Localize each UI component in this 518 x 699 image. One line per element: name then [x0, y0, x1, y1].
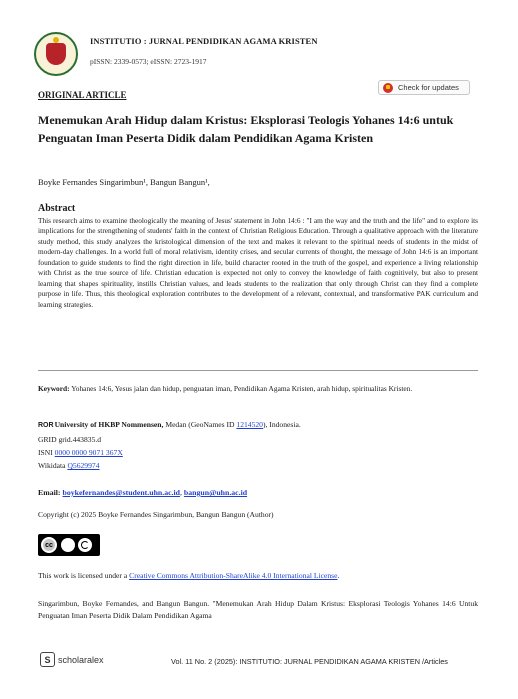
- article-title: Menemukan Arah Hidup dalam Kristus: Eksplorasi Teologis Yohanes 14:6 untuk Penguatan Iman Peserta Didik dalam Pendidikan Agama Kristen: [38, 113, 454, 145]
- copyright: Copyright (c) 2025 Boyke Fernandes Singarimbun, Bangun Bangun (Author): [38, 510, 274, 519]
- wikidata-label: Wikidata: [38, 461, 66, 470]
- email-link-2[interactable]: bangun@uhn.ac.id: [183, 488, 248, 497]
- email-link-1[interactable]: boykefernandes@student.uhn.ac.id: [62, 488, 181, 497]
- abstract-heading: Abstract: [38, 203, 76, 214]
- geonames-link[interactable]: 1214520: [236, 420, 263, 429]
- keywords-label: Keyword:: [38, 384, 70, 393]
- divider: [38, 370, 478, 371]
- attribution-icon: [61, 538, 75, 552]
- isni-label: ISNI: [38, 448, 53, 457]
- email-line: [38, 488, 247, 497]
- article-authors: Boyke Fernandes Singarimbun¹, Bangun Bangun¹,: [38, 177, 210, 187]
- email-label: Email:: [38, 488, 61, 497]
- keywords-text: Yohanes 14:6, Yesus jalan dan hidup, penguatan iman, Pendidikan Agama Kristen, arah hidup, spiritualitas Kristen.: [71, 384, 413, 393]
- scholaralex-brand: scholaralex: [58, 654, 104, 665]
- footer-text: Vol. 11 No. 2 (2025): INSTITUTIO: JURNAL PENDIDIKAN AGAMA KRISTEN /Articles: [171, 657, 448, 666]
- scholaralex-logo: [40, 652, 104, 667]
- affiliation-line: [38, 420, 301, 429]
- license-prefix: This work is licensed under a: [38, 571, 128, 580]
- crossmark-icon: [383, 83, 393, 93]
- affiliation-place-prefix: Medan (GeoNames ID: [165, 420, 235, 429]
- isni-link[interactable]: 0000 0000 9071 367X: [54, 448, 123, 457]
- license-link[interactable]: Creative Commons Attribution-ShareAlike 4.0 International License: [129, 571, 338, 580]
- scholaralex-icon: S: [40, 652, 55, 667]
- wikidata-link[interactable]: Q5629974: [67, 461, 100, 470]
- email-separator: ,: [180, 488, 182, 497]
- cc-icon: cc: [41, 537, 57, 553]
- cc-by-sa-badge[interactable]: [38, 534, 100, 556]
- share-alike-icon: [78, 538, 92, 552]
- ror-icon: ROR: [38, 422, 54, 429]
- journal-issn: pISSN: 2339-0573; eISSN: 2723-1917: [90, 57, 207, 66]
- grid-id: GRID grid.443835.d: [38, 435, 102, 444]
- keywords: [38, 384, 478, 395]
- citation: Singarimbun, Boyke Fernandes, and Bangun Bangun. "Menemukan Arah Hidup Dalam Kristus: Eksplorasi Teologis Yohanes 14:6 Untuk Penguatan Iman Peserta Didik Dalam Pendidikan Agama: [38, 599, 478, 620]
- isni-line: [38, 448, 123, 457]
- check-for-updates-label: Check for updates: [398, 83, 459, 92]
- wikidata-line: [38, 461, 100, 470]
- journal-name: INSTITUTIO : JURNAL PENDIDIKAN AGAMA KRISTEN: [90, 36, 318, 46]
- check-for-updates-button[interactable]: [378, 80, 470, 95]
- license-line: [38, 571, 339, 580]
- affiliation-place-suffix: ), Indonesia.: [262, 420, 301, 429]
- article-type: ORIGINAL ARTICLE: [38, 90, 127, 100]
- journal-logo: [34, 32, 78, 76]
- affiliation-name: University of HKBP Nommensen,: [54, 420, 164, 429]
- license-suffix: .: [337, 571, 340, 580]
- abstract-text: This research aims to examine theologically the meaning of Jesus' statement in John 14:6 : "I am the way and the truth and the life" and to explore its implications for the strengthening of students' faith in the context of Christian Religious Education. Through a qualitative approach with the literature study method, this study analyzes the kristological dimension of the text and makes it relevant to the spiritual needs of students in the midst of modern-day challenges. In a world full of moral relativism, identity crises, and secular currents of thought, the message of John 14:6 is an important foundation to guide students to find the right direction in life, build character rooted in the truth of the gospel, and experience a living relationship with Christ as the true source of life. Christian education is expected not only to convey the knowledge of faith cognitively, but also to present learning that shapes spirituality, instills Christian values, and leads students to the realization that only through Christ can they find a complete purpose in life. Thus, this theological exploration contributes to the development of a relevant, contextual, and transformative PAK curriculum and learning strategies.: [38, 216, 478, 309]
- logo-shield-icon: [46, 43, 66, 65]
